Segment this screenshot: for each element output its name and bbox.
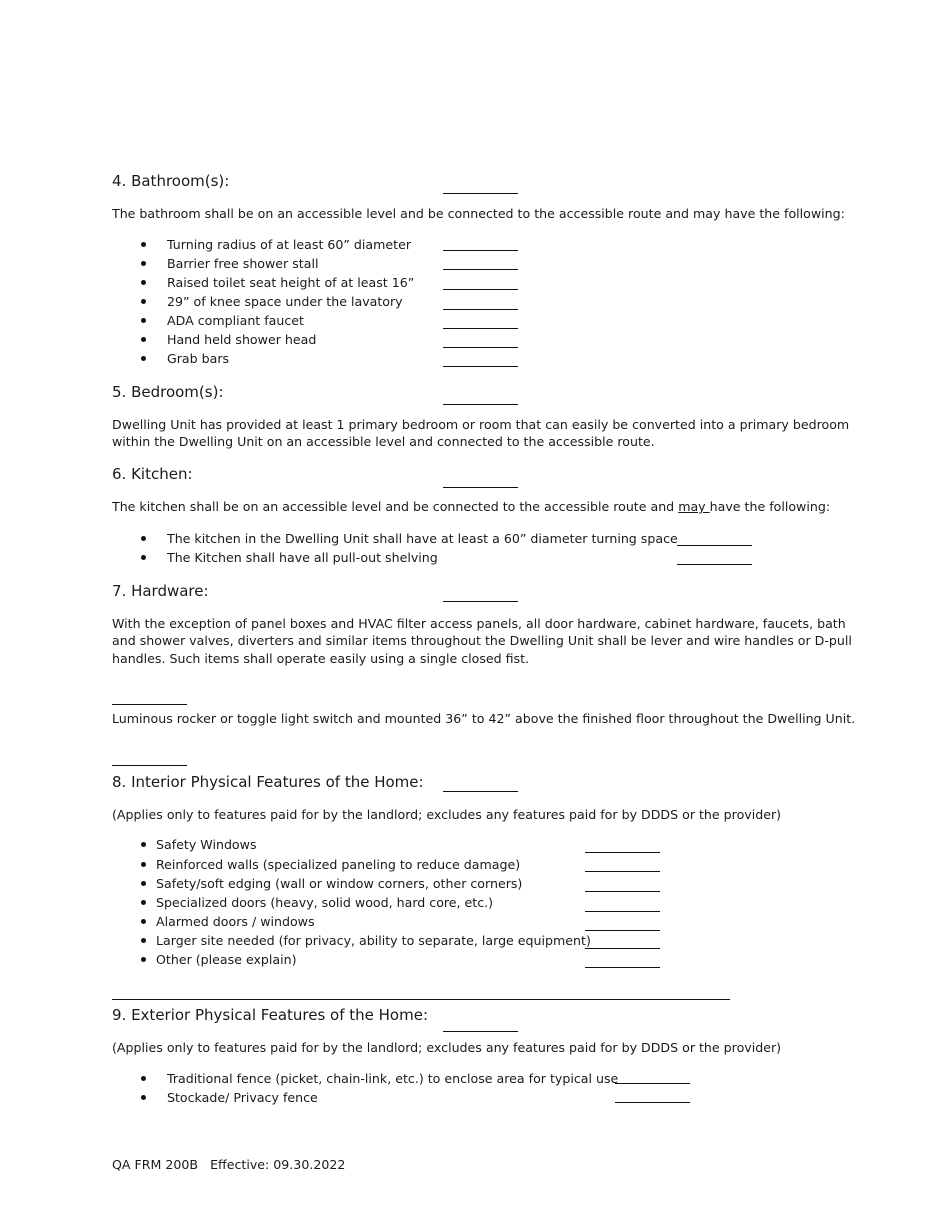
hardware-paragraph-line: With the exception of panel boxes and HVAC filter access panels, all door hardware, cabinet hardware, faucets, bath — [112, 616, 846, 631]
answer-line[interactable] — [443, 347, 518, 348]
bedroom-paragraph-line: within the Dwelling Unit on an accessible level and connected to the accessible route. — [112, 434, 655, 449]
list-item: Alarmed doors / windows — [156, 914, 315, 929]
explain-line[interactable] — [112, 999, 730, 1000]
bullet-icon — [141, 261, 146, 266]
answer-line-bathroom[interactable] — [443, 193, 518, 194]
bullet-icon — [141, 280, 146, 285]
answer-line-interior[interactable] — [443, 791, 518, 792]
list-item: Safety/soft edging (wall or window corners, other corners) — [156, 876, 523, 891]
list-item: ADA compliant faucet — [167, 313, 304, 328]
bullet-icon — [141, 900, 146, 905]
answer-line-bedroom[interactable] — [443, 404, 518, 405]
bullet-icon — [141, 938, 146, 943]
kitchen-intro-text: The kitchen shall be on an accessible level and be connected to the accessible route and — [112, 499, 679, 514]
list-item: Reinforced walls (specialized paneling to reduce damage) — [156, 857, 521, 872]
section-heading-kitchen: 6. Kitchen: — [112, 465, 193, 483]
answer-line-light-switch[interactable] — [112, 704, 187, 705]
hardware-paragraph-line: and shower valves, diverters and similar items throughout the Dwelling Unit shall be lever and wire handles or D-pull — [112, 633, 852, 648]
bullet-icon — [141, 1095, 146, 1100]
answer-line-hardware[interactable] — [443, 601, 518, 602]
bullet-icon — [141, 881, 146, 886]
answer-line[interactable] — [443, 269, 518, 270]
answer-line[interactable] — [677, 545, 752, 546]
bullet-icon — [141, 862, 146, 867]
list-item: Larger site needed (for privacy, ability to separate, large equipment) — [156, 933, 591, 948]
effective-date: Effective: 09.30.2022 — [210, 1157, 346, 1172]
list-item: The kitchen in the Dwelling Unit shall have at least a 60” diameter turning space — [167, 531, 678, 546]
hardware-paragraph-line: handles. Such items shall operate easily using a single closed fist. — [112, 651, 530, 666]
answer-line[interactable] — [112, 765, 187, 766]
list-item: The Kitchen shall have all pull-out shelving — [167, 550, 438, 565]
bullet-icon — [141, 957, 146, 962]
answer-line[interactable] — [443, 309, 518, 310]
bullet-icon — [141, 242, 146, 247]
list-item: Stockade/ Privacy fence — [167, 1090, 318, 1105]
section-heading-hardware: 7. Hardware: — [112, 582, 209, 600]
bullet-icon — [141, 299, 146, 304]
section-heading-interior: 8. Interior Physical Features of the Home: — [112, 773, 424, 791]
kitchen-intro-text: have the following: — [709, 499, 831, 514]
answer-line[interactable] — [443, 250, 518, 251]
answer-line[interactable] — [585, 911, 660, 912]
bullet-icon — [141, 536, 146, 541]
interior-note: (Applies only to features paid for by the landlord; excludes any features paid for by DDDS or the provider) — [112, 807, 782, 822]
list-item: Raised toilet seat height of at least 16” — [167, 275, 415, 290]
bullet-icon — [141, 555, 146, 560]
kitchen-intro — [112, 499, 830, 514]
answer-line[interactable] — [585, 948, 660, 949]
answer-line[interactable] — [443, 328, 518, 329]
answer-line-exterior[interactable] — [443, 1031, 518, 1032]
section-heading-exterior: 9. Exterior Physical Features of the Home: — [112, 1006, 429, 1024]
bullet-icon — [141, 842, 146, 847]
answer-line[interactable] — [585, 871, 660, 872]
form-id: QA FRM 200B — [112, 1157, 199, 1172]
list-item: Safety Windows — [156, 837, 257, 852]
bullet-icon — [141, 1076, 146, 1081]
answer-line[interactable] — [585, 967, 660, 968]
answer-line-kitchen[interactable] — [443, 487, 518, 488]
list-item: Grab bars — [167, 351, 230, 366]
bathroom-intro: The bathroom shall be on an accessible level and be connected to the accessible route and may have the following: — [112, 206, 845, 221]
list-item: Turning radius of at least 60” diameter — [167, 237, 412, 252]
list-item: Barrier free shower stall — [167, 256, 319, 271]
footer — [112, 1157, 345, 1172]
answer-line[interactable] — [615, 1083, 690, 1084]
bullet-icon — [141, 318, 146, 323]
answer-line[interactable] — [585, 930, 660, 931]
section-heading-bathroom: 4. Bathroom(s): — [112, 172, 230, 190]
bedroom-paragraph-line: Dwelling Unit has provided at least 1 primary bedroom or room that can easily be converted into a primary bedroom — [112, 417, 850, 432]
list-item: 29” of knee space under the lavatory — [167, 294, 403, 309]
kitchen-intro-emphasis: may — [678, 499, 710, 514]
bullet-icon — [141, 337, 146, 342]
answer-line[interactable] — [677, 564, 752, 565]
answer-line[interactable] — [585, 891, 660, 892]
answer-line[interactable] — [585, 852, 660, 853]
answer-line[interactable] — [615, 1102, 690, 1103]
exterior-note: (Applies only to features paid for by the landlord; excludes any features paid for by DDDS or the provider) — [112, 1040, 782, 1055]
answer-line[interactable] — [443, 289, 518, 290]
section-heading-bedroom: 5. Bedroom(s): — [112, 383, 224, 401]
list-item: Traditional fence (picket, chain-link, etc.) to enclose area for typical use — [167, 1071, 619, 1086]
bullet-icon — [141, 919, 146, 924]
answer-line[interactable] — [443, 366, 518, 367]
list-item: Other (please explain) — [156, 952, 297, 967]
list-item: Hand held shower head — [167, 332, 317, 347]
list-item: Specialized doors (heavy, solid wood, hard core, etc.) — [156, 895, 494, 910]
bullet-icon — [141, 356, 146, 361]
light-switch-text: Luminous rocker or toggle light switch and mounted 36” to 42” above the finished floor throughout the Dwelling Unit. — [112, 711, 856, 726]
